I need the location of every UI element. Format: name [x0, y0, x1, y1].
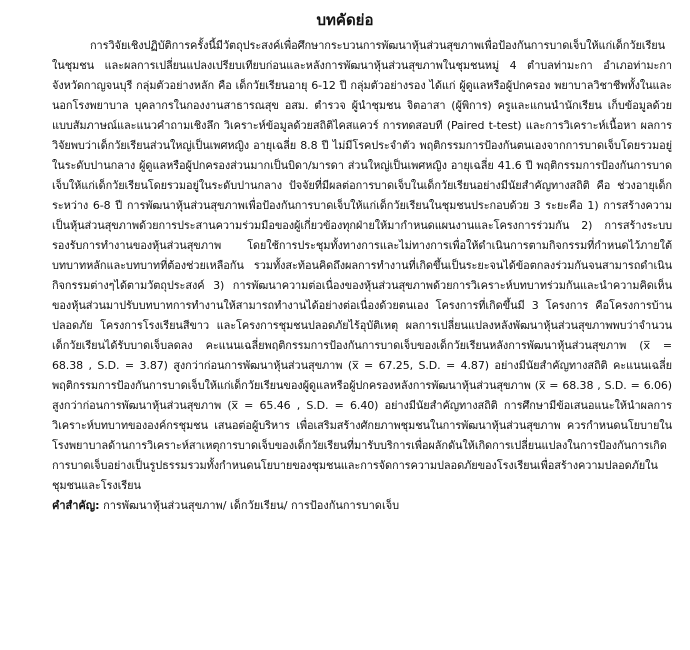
abstract-body: การวิจัยเชิงปฏิบัติการครั้งนี้มีวัตถุประสงค์เพื่อศึกษากระบวนการพัฒนาหุ้นส่วนสุขภาพเพื่อป้องกันการบาดเจ็บให้แก่เด็กวัยเรียนในชุมชน และผลการเปลี่ยนแปลงเปรียบเทียบก่อนและหลังการพัฒนาหุ้นส่วนสุขภาพในชุมชนหมู่ 4 ตำบลท่ามะกา อำเภอท่ามะกา จังหวัดกาญจนบุรี กลุ่มตัวอย่างหลัก คือ เด็กวัยเรียนอายุ 6-12 ปี กลุ่มตัวอย่างรอง ได้แก่ ผู้ดูแลหรือผู้ปกครอง พยาบาลวิชาชีพทั้งในและนอกโรงพยาบาล บุคลากรในกองงานสาธารณสุข อสม. ตำรวจ ผู้นำชุมชน จิตอาสา (ผู้พิการ) ครูและแกนนำนักเรียน เก็บข้อมูลด้วยแบบสัมภาษณ์และแนวคำถามเชิงลึก วิเคราะห์ข้อมูลด้วยสถิติไคสแควร์ การทดสอบที (Paired t-test) และการวิเคราะห์เนื้อหา ผลการวิจัยพบว่าเด็กวัยเรียนส่วนใหญ่เป็นเพศหญิง อายุเฉลี่ย 8.8 ปี ไม่มีโรคประจำตัว พฤติกรรมการป้องกันตนเองจากการบาดเจ็บโดยรวมอยู่ในระดับปานกลาง ผู้ดูแลหรือผู้ปกครองส่วนมากเป็นบิดา/มารดา ส่วนใหญ่เป็นเพศหญิง อายุเฉลี่ย 41.6 ปี พฤติกรรมการป้องกันการบาดเจ็บให้แก่เด็กวัยเรียนโดยรวมอยู่ในระดับปานกลาง ปัจจัยที่มีผลต่อการบาดเจ็บในเด็กวัยเรียนอย่างมีนัยสำคัญทางสถิติ คือ ช่วงอายุเด็กระหว่าง 6-8 ปี การพัฒนาหุ้นส่วนสุขภาพเพื่อป้องกันการบาดเจ็บให้แก่เด็กวัยเรียนในชุมชนประกอบด้วย 3 ระยะคือ 1) การสร้างความเป็นหุ้นส่วนสุขภาพด้วยการประสานความร่วมมือของผู้เกี่ยวข้องทุกฝ่ายให้มากำหนดแผนงานและโครงการร่วมกัน 2) การสร้างระบบรองรับการทำงานของหุ้นส่วนสุขภาพ โดยใช้การประชุมทั้งทางการและไม่ทางการเพื่อให้ดำเนินการตามกิจกรรมที่กำหนดไว้ภายใต้บทบาทหลักและบทบาทที่ต้องช่วยเหลือกัน รวมทั้งสะท้อนคิดถึงผลการทำงานที่เกิดขึ้นเป็นระยะจนได้ข้อตกลงร่วมกันจนสามารถดำเนินกิจกรรมต่างๆได้ตามวัตถุประสงค์ 3) การพัฒนาความต่อเนื่องของหุ้นส่วนสุขภาพด้วยการวิเคราะห์บทบาทร่วมกันและนำความคิดเห็นของหุ้นส่วนมาปรับบทบาทการทำงานให้สามารถทำงานได้อย่างต่อเนื่องด้วยตนเอง โครงการที่เกิดขึ้นมี 3 โครงการ คือโครงการบ้านปลอดภัย โครงการโรงเรียนสีขาว และโครงการชุมชนปลอดภัยไร้อุบัติเหตุ ผลการเปลี่ยนแปลงหลังพัฒนาหุ้นส่วนสุขภาพพบว่าจำนวนเด็กวัยเรียนได้รับบาดเจ็บลดลง คะแนนเฉลี่ยพฤติกรรมการป้องกันการบาดเจ็บของเด็กวัยเรียนหลังการพัฒนาหุ้นส่วนสุขภาพ (x̅ = 68.38 , S.D. = 3.87) สูงกว่าก่อนการพัฒนาหุ้นส่วนสุขภาพ (x̅ = 67.25, S.D. = 4.87) อย่างมีนัยสำคัญทางสถิติ คะแนนเฉลี่ยพฤติกรรมการป้องกันการบาดเจ็บให้แก่เด็กวัยเรียนของผู้ดูแลหรือผู้ปกครองหลังการพัฒนาหุ้นส่วนสุขภาพ (x̅ = 68.38 , S.D. = 6.06) สูงกว่าก่อนการพัฒนาหุ้นส่วนสุขภาพ (x̅ = 65.46 , S.D. = 6.40) อย่างมีนัยสำคัญทางสถิติ การศึกษามีข้อเสนอแนะให้นำผลการวิเคราะห์บทบาทขององค์กรชุมชน เสนอต่อผู้บริหาร เพื่อเสริมสร้างศักยภาพชุมชนในการพัฒนาหุ้นส่วนสุขภาพ ควรกำหนดนโยบายในโรงพยาบาลด้านการวิเคราะห์สาเหตุการบาดเจ็บของเด็กวัยเรียนที่มารับบริการเพื่อผลักดันให้เกิดการเปลี่ยนแปลงในการป้องกันการเกิดการบาดเจ็บอย่างเป็นรูปธรรมรวมทั้งกำหนดนโยบายของชุมชนและการจัดการความปลอดภัยของโรงเรียนเพื่อสร้างความปลอดภัยในชุมชนและโรงเรียน — [52, 39, 672, 492]
abstract-title: บทคัดย่อ — [316, 11, 374, 29]
keywords-text: การพัฒนาหุ้นส่วนสุขภาพ/ เด็กวัยเรียน/ การป้องกันการบาดเจ็บ — [103, 499, 400, 512]
keywords-line — [52, 496, 672, 516]
keywords-label: คำสำคัญ: — [52, 499, 100, 512]
